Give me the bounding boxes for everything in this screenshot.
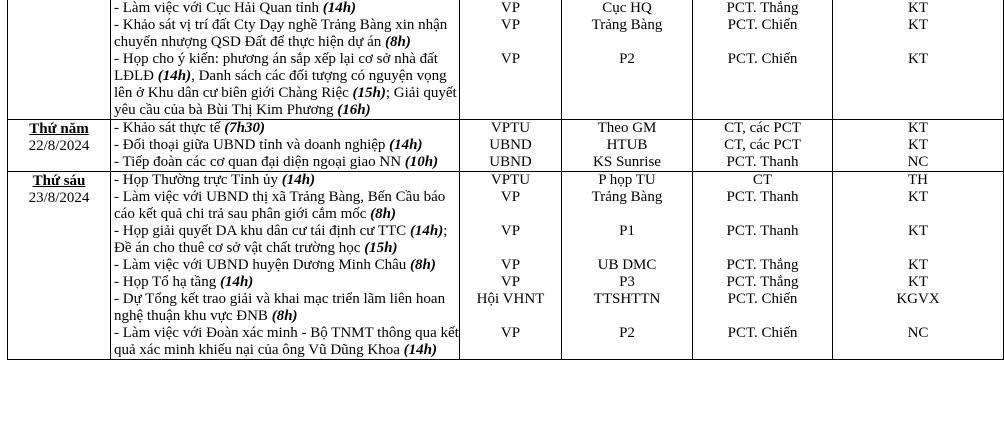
task-place: Trảng Bàng <box>591 189 663 205</box>
schedule-task <box>114 223 459 257</box>
place-cell <box>562 0 693 120</box>
task-place: P2 <box>619 325 635 341</box>
task-host: UBND <box>489 137 532 153</box>
task-chair: PCT. Chiến <box>727 291 798 307</box>
task-host: VP <box>500 223 521 239</box>
task-time: (14h) <box>403 342 438 358</box>
task-time: (14h) <box>281 172 316 188</box>
task-chair: PCT. Thanh <box>726 223 799 239</box>
task-text: , Danh sách các đối tượng có nguyện vọng lên ở Khu dân cư biên giới Chàng Riệc <box>114 68 447 101</box>
task-text: - Đối thoại giữa UBND tỉnh và doanh nghiệp <box>114 137 390 153</box>
schedule-task <box>114 325 459 359</box>
day-cell <box>8 120 111 172</box>
task-text: - Dự Tổng kết trao giải và khai mạc triển lãm liên hoan nghệ thuận khu vực ĐNB <box>114 291 446 324</box>
task-sector: KT <box>908 51 928 67</box>
content-cell <box>111 0 460 120</box>
sector-cell <box>833 0 1004 120</box>
task-text: - Làm việc với UBND huyện Dương Minh Châu <box>114 257 411 273</box>
task-time: (14h) <box>219 274 254 290</box>
task-chair: PCT. Thanh <box>726 189 799 205</box>
task-host: VP <box>500 257 521 273</box>
host-cell <box>460 0 562 120</box>
task-text: ; Đề án cho thuê cơ sở vật chất trường học <box>114 223 448 256</box>
task-text: - Làm việc với UBND thị xã Trảng Bàng, Bến Cầu báo cáo kết quả chi trả sau phân giới cắm mốc <box>114 189 446 222</box>
task-sector: TH <box>908 172 928 188</box>
task-host: VP <box>500 17 521 33</box>
task-sector: KT <box>908 120 928 136</box>
day-cell <box>8 172 111 360</box>
task-text: - Họp cho ý kiến: phương án sắp xếp lại cơ sở nhà đất LĐLĐ <box>114 51 438 84</box>
task-chair: PCT. Thắng <box>726 274 799 290</box>
chair-cell <box>693 0 833 120</box>
sector-cell <box>833 120 1004 172</box>
task-chair: PCT. Thắng <box>726 257 799 273</box>
content-cell <box>111 120 460 172</box>
task-sector: KT <box>908 223 928 239</box>
day-name: Thứ sáu <box>32 173 86 189</box>
task-text: - Khảo sát thực tế <box>114 120 225 136</box>
task-text: - Họp Thường trực Tỉnh ủy <box>114 172 282 188</box>
task-sector: KT <box>908 17 928 33</box>
schedule-task <box>114 154 459 171</box>
schedule-task <box>114 189 459 223</box>
schedule-day-row <box>8 120 1004 172</box>
schedule-task <box>114 120 459 137</box>
task-place: Theo GM <box>597 120 657 136</box>
task-host: VP <box>500 325 521 341</box>
task-host: VP <box>500 274 521 290</box>
task-time: (7h30) <box>224 120 266 136</box>
task-host: VP <box>500 51 521 67</box>
place-cell <box>562 120 693 172</box>
task-sector: KT <box>908 189 928 205</box>
task-place: P họp TU <box>598 172 656 188</box>
schedule-task <box>114 257 459 274</box>
host-cell <box>460 120 562 172</box>
task-time: (14h) <box>322 0 357 16</box>
task-time: (8h) <box>385 34 411 50</box>
task-chair: CT <box>752 172 773 188</box>
task-sector: KT <box>908 257 928 273</box>
task-chair: PCT. Chiến <box>727 17 798 33</box>
task-sector: NC <box>907 154 929 170</box>
task-place: HTUB <box>606 137 648 153</box>
task-time: (10h) <box>404 154 439 170</box>
task-host: VPTU <box>490 120 531 136</box>
task-place: Cục HQ <box>602 0 652 16</box>
schedule-day-row <box>8 0 1004 120</box>
schedule-task <box>114 0 459 17</box>
schedule-task <box>114 172 459 189</box>
host-cell <box>460 172 562 360</box>
day-date: 22/8/2024 <box>28 138 90 154</box>
task-time: (15h) <box>364 240 398 256</box>
task-text: - Khảo sát vị trí đất Cty Dạy nghề Trảng Bàng xin nhận chuyển nhượng QSD Đất để thực hiện dự án <box>114 17 448 50</box>
task-chair: CT, các PCT <box>724 120 801 136</box>
task-sector: KT <box>908 0 928 16</box>
day-cell <box>8 0 111 120</box>
task-host: VP <box>500 189 521 205</box>
schedule-task <box>114 51 459 119</box>
task-place: KS Sunrise <box>593 154 661 170</box>
task-time: (8h) <box>370 206 397 222</box>
chair-cell <box>693 120 833 172</box>
task-place: P1 <box>619 223 635 239</box>
weekly-schedule-table <box>7 0 1004 360</box>
task-time: (8h) <box>410 257 436 273</box>
task-host: VP <box>500 0 521 16</box>
schedule-task <box>114 137 459 154</box>
task-host: Hội VHNT <box>476 291 545 307</box>
chair-cell <box>693 172 833 360</box>
task-text: - Họp giải quyết DA khu dân cư tái định cư TTC <box>114 223 410 239</box>
schedule-task <box>114 274 459 291</box>
task-host: UBND <box>489 154 532 170</box>
task-place: UB DMC <box>597 257 657 273</box>
task-chair: PCT. Thắng <box>726 0 799 16</box>
task-text: - Họp Tổ hạ tầng <box>114 274 220 290</box>
schedule-day-row <box>8 172 1004 360</box>
task-place: Trảng Bàng <box>591 17 663 33</box>
task-time: (16h) <box>337 102 371 118</box>
task-text: - Tiếp đoàn các cơ quan đại diện ngoại giao NN <box>114 154 405 170</box>
task-place: TTSHTTN <box>593 291 661 307</box>
task-chair: CT, các PCT <box>724 137 801 153</box>
task-chair: PCT. Chiến <box>727 51 798 67</box>
task-text: - Làm việc với Cục Hải Quan tỉnh <box>114 0 323 16</box>
task-chair: PCT. Thanh <box>726 154 799 170</box>
task-text: - Làm việc với Đoàn xác minh - Bộ TNMT thông qua kết quả xác minh khiếu nại của ông Vũ Dũng Khoa <box>114 325 459 358</box>
task-time: (8h) <box>271 308 298 324</box>
content-cell <box>111 172 460 360</box>
task-time: (14h) <box>409 223 444 239</box>
schedule-task <box>114 17 459 51</box>
task-host: VPTU <box>490 172 531 188</box>
sector-cell <box>833 172 1004 360</box>
task-sector: NC <box>907 325 929 341</box>
day-name: Thứ năm <box>29 121 89 137</box>
schedule-task <box>114 291 459 325</box>
task-time: (15h) <box>352 85 386 101</box>
task-text: ; Giải quyết yêu cầu của bà Bùi Thị Kim Phương <box>114 85 457 118</box>
task-time: (14h) <box>157 68 192 84</box>
task-sector: KT <box>908 137 928 153</box>
task-time: (14h) <box>389 137 423 153</box>
task-sector: KGVX <box>896 291 940 307</box>
task-sector: KT <box>908 274 928 290</box>
task-place: P3 <box>619 274 635 290</box>
task-chair: PCT. Chiến <box>727 325 798 341</box>
place-cell <box>562 172 693 360</box>
day-date: 23/8/2024 <box>28 190 90 206</box>
task-place: P2 <box>619 51 635 67</box>
